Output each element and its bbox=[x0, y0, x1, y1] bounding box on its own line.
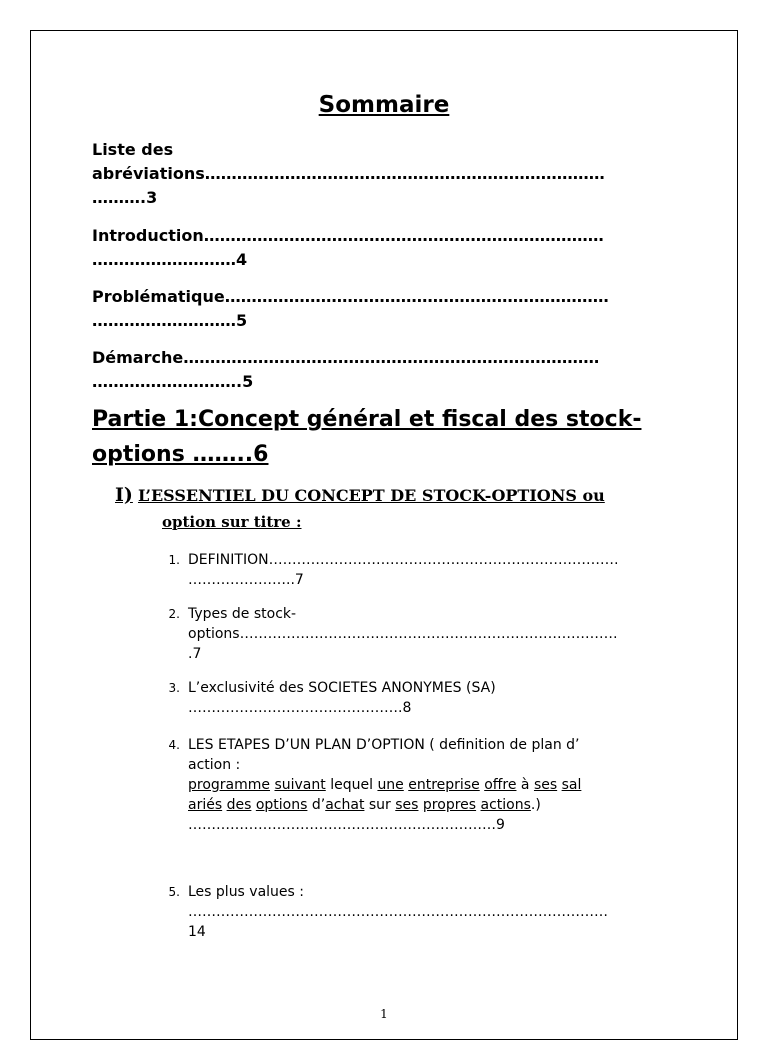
toc-item-definition bbox=[188, 550, 619, 590]
entry-line: ……….3 bbox=[92, 188, 158, 207]
word: une bbox=[377, 777, 404, 793]
entry-line: Démarche…………………………………………………………………… bbox=[92, 348, 600, 367]
entry-line: Introduction………………………………………………………………… bbox=[92, 226, 604, 245]
toc-item-exclusivite bbox=[188, 678, 496, 718]
toc-entry-demarche bbox=[92, 346, 599, 394]
item-number: 2. bbox=[168, 607, 180, 621]
item-line: ……………………………………….8 bbox=[188, 700, 412, 716]
item-line: …………………..7 bbox=[188, 572, 304, 588]
word: suivant bbox=[274, 777, 326, 793]
word: offre bbox=[484, 777, 517, 793]
toc-item-types bbox=[188, 604, 618, 664]
word: entreprise bbox=[408, 777, 480, 793]
entry-line: ………………………4 bbox=[92, 250, 248, 269]
word: options bbox=[255, 797, 308, 813]
word: achat bbox=[325, 797, 365, 813]
item-number: 5. bbox=[168, 885, 180, 899]
item-line: action : bbox=[188, 757, 241, 773]
word: actions bbox=[480, 797, 531, 813]
item-line: options……………………………………………………………………… bbox=[188, 626, 618, 642]
item-line: L’exclusivité des SOCIETES ANONYMES (SA) bbox=[188, 680, 496, 696]
item-line: Types de stock- bbox=[188, 606, 297, 622]
item-line: …………………………………………………………9 bbox=[188, 817, 505, 833]
item-line-underlined bbox=[188, 775, 581, 795]
item-line: LES ETAPES D’UN PLAN D’OPTION ( definition de plan d’ bbox=[188, 737, 580, 753]
entry-line: ……………………….5 bbox=[92, 372, 254, 391]
word: .) bbox=[530, 797, 541, 813]
entry-line: Liste des bbox=[92, 140, 174, 159]
item-line: Les plus values : bbox=[188, 884, 305, 900]
item-line: .7 bbox=[188, 646, 202, 662]
part-heading bbox=[92, 402, 641, 472]
word: d’ bbox=[307, 797, 326, 813]
word: sal bbox=[561, 777, 582, 793]
item-line: ……………………………………………………………………………… bbox=[188, 904, 608, 920]
part-line: options ……..6 bbox=[92, 442, 269, 467]
word: ses bbox=[395, 797, 419, 813]
word: à bbox=[516, 777, 534, 793]
word: lequel bbox=[325, 777, 378, 793]
item-number: 1. bbox=[168, 553, 180, 567]
item-number: 3. bbox=[168, 681, 180, 695]
word: programme bbox=[188, 777, 271, 793]
word: propres bbox=[422, 797, 477, 813]
section-heading bbox=[115, 484, 605, 506]
word: ses bbox=[533, 777, 558, 793]
word: sur bbox=[364, 797, 396, 813]
item-line: DEFINITION………………………………………………………………… bbox=[188, 552, 619, 568]
word: des bbox=[226, 797, 252, 813]
section-title: L’ESSENTIEL DU CONCEPT DE STOCK-OPTIONS ou bbox=[137, 486, 605, 505]
toc-item-plus-values bbox=[188, 882, 608, 942]
toc-item-etapes bbox=[188, 735, 581, 835]
page-number: 1 bbox=[380, 1007, 388, 1021]
item-line-underlined bbox=[188, 795, 581, 815]
entry-line: abréviations………………………………………………………………… bbox=[92, 164, 605, 183]
section-numeral: I) bbox=[115, 484, 133, 506]
toc-entry-introduction bbox=[92, 224, 604, 272]
entry-line: ………………………5 bbox=[92, 311, 248, 330]
document-title: Sommaire bbox=[318, 92, 450, 118]
item-number: 4. bbox=[168, 738, 180, 752]
entry-line: Problématique……………………………………………………………… bbox=[92, 287, 609, 306]
toc-entry-abbreviations bbox=[92, 138, 605, 210]
toc-entry-problematique bbox=[92, 285, 609, 333]
part-line: Partie 1:Concept général et fiscal des stock- bbox=[92, 407, 642, 432]
word: ariés bbox=[188, 797, 223, 813]
section-title-cont: option sur titre : bbox=[162, 513, 302, 531]
item-line: 14 bbox=[188, 924, 206, 940]
